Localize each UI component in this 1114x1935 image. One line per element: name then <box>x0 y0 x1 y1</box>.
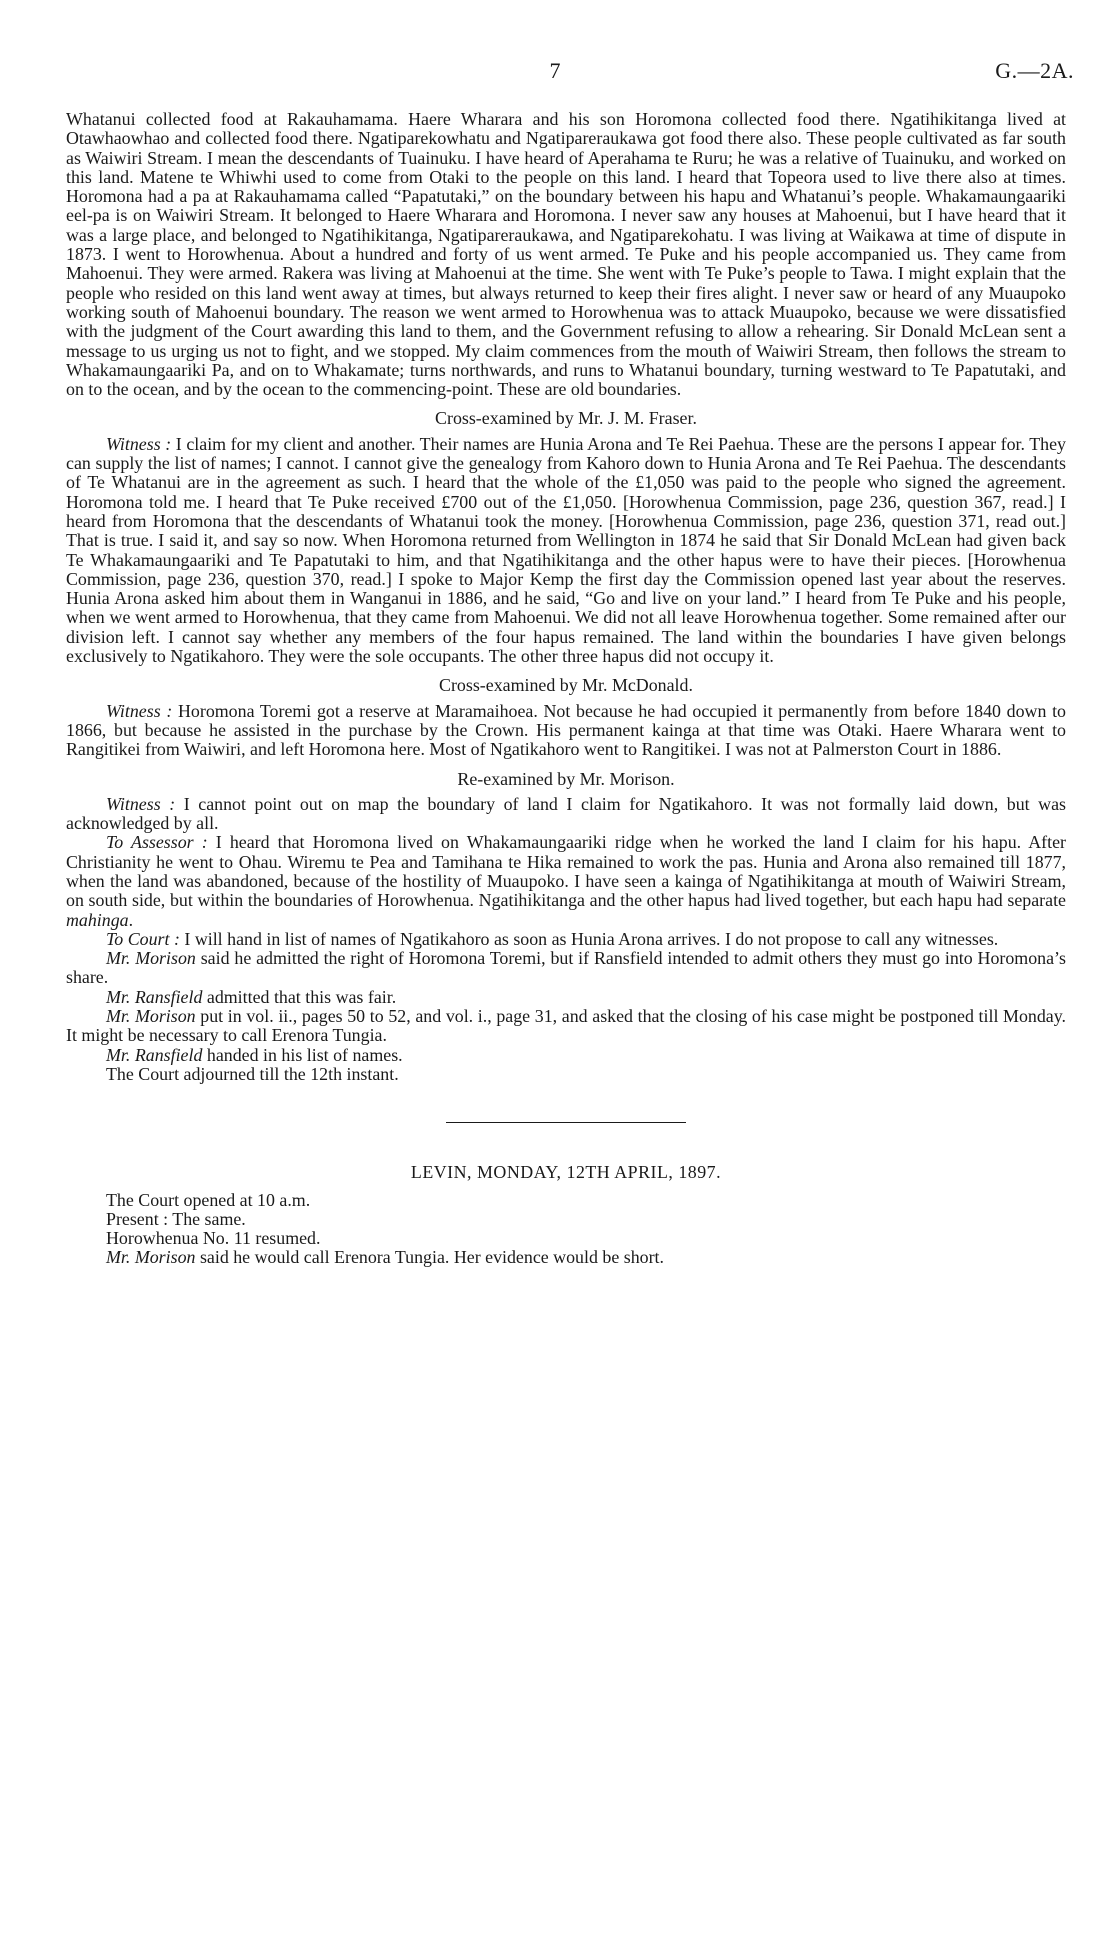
paragraph <box>66 702 1066 760</box>
session-line <box>106 1248 1066 1267</box>
paragraph-text: I heard that Horomona lived on Whakamaungaariki ridge when he worked the land I claim for his hapu. After Christianity he went to Ohau. Wiremu te Pea and Tamihana te Hika remained to work the pas. Hunia and Arona also remained till 1877, when the land was abandoned, because of the hostility of Muaupoko. I have seen a kainga of Ngatihikitanga at mouth of Waiwiri Stream, on south side, but within the boundaries of Horowhenua. Ngatihikitanga and the other hapus had lived together, but each hapu had separate <box>66 832 1066 911</box>
paragraph-text-end: . <box>128 909 134 930</box>
section-heading: Cross-examined by Mr. McDonald. <box>439 675 693 696</box>
speaker-label: Witness : <box>106 700 173 721</box>
paragraph <box>66 1046 1066 1065</box>
paragraph: The Court adjourned till the 12th instant. <box>106 1063 399 1084</box>
paragraph <box>66 435 1066 667</box>
paragraph-text: I claim for my client and another. Their names are Hunia Arona and Te Rei Paehua. These are the persons I appear for. They can supply the list of names; I cannot. I cannot give the genealogy from Kahoro down to Hunia Arona and Te Rei Paehua. The descendants of Te Whatanui are in the agreement as such. I heard that the whole of the £1,050 was paid to the people who signed the agreement. Horomona told me. I heard that Te Puke received £700 out of the £1,050. [Horowhenua Commission, page 236, question 367, read.] I heard from Horomona that the descendants of Whatanui took the money. [Horowhenua Commission, page 236, question 371, read out.] That is true. I said it, and say so now. When Horomona returned from Wellington in 1874 he said that Sir Donald McLean had given back Te Whakamaungaariki and Te Papatutaki to him, and that Ngatihikitanga and the other hapus were to have their pieces. [Horowhenua Commission, page 236, question 370, read.] I spoke to Major Kemp the first day the Commission opened last year about the reserves. Hunia Arona asked him about them in Wanganui in 1886, and he said, “Go and live on your land.” I heard from Te Puke and his people, when we went armed to Horowhenua, that they came from Mahoenui. We did not all leave Horowhenua together. Some remained after our division left. I cannot say whether any members of the four hapus remained. The land within the boundaries I have given belongs exclusively to Ngatikahoro. They were the sole occupants. The other three hapus did not occupy it. <box>66 433 1066 667</box>
paragraph <box>66 110 1066 399</box>
session-notes <box>66 1191 1066 1268</box>
paragraph-text: admitted that this was fair. <box>202 986 397 1007</box>
paragraph-text: put in vol. ii., pages 50 to 52, and vol. i., page 31, and asked that the closing of his case might be postponed till Monday. It might be necessary to call Erenora Tungia. <box>66 1006 1066 1046</box>
paragraph-text: I cannot point out on map the boundary of land I claim for Ngatikahoro. It was not formally laid down, but was acknowledged by all. <box>66 793 1066 834</box>
page-number: 7 <box>549 58 561 83</box>
document-reference: G.—2A. <box>995 58 1074 83</box>
paragraph-text: Horomona Toremi got a reserve at Maramaihoea. Not because he had occupied it permanently from before 1840 down to 1866, but because he assisted in the purchase by the Crown. His permanent kainga at that time was Otaki. Haere Wharara went to Rangitikei from Waiwiri, and left Horomona here. Most of Ngatikahoro went to Rangitikei. I was not at Palmerston Court in 1886. <box>66 700 1066 760</box>
section-heading: Cross-examined by Mr. J. M. Fraser. <box>435 408 697 429</box>
paragraph <box>66 1007 1066 1046</box>
speaker-label: Mr. Morison <box>106 1247 196 1268</box>
paragraph <box>66 988 1066 1007</box>
document-body <box>66 110 1066 1268</box>
session-line: The Court opened at 10 a.m. <box>106 1189 311 1210</box>
paragraph <box>66 930 1066 949</box>
paragraph-text: I will hand in list of names of Ngatikahoro as soon as Hunia Arona arrives. I do not propose to call any witnesses. <box>179 928 999 949</box>
speaker-label: Witness : <box>106 433 172 454</box>
paragraph <box>66 949 1066 988</box>
paragraph <box>66 833 1066 929</box>
paragraph-text: said he admitted the right of Horomona Toremi, but if Ransfield intended to admit others they must go into Horomona’s share. <box>66 948 1066 988</box>
session-date-heading: LEVIN, MONDAY, 12TH APRIL, 1897. <box>410 1162 722 1183</box>
paragraph-text: Whatanui collected food at Rakauhamama. Haere Wharara and his son Horomona collected food there. Ngatihikitanga lived at Otawhaowhao and collected food there. Ngatiparekowhatu and Ngatipareraukawa got food there also. These people cultivated as far south as Waiwiri Stream. I mean the descendants of Tuainuku. I have heard of Aperahama te Ruru; he was a relative of Tuainuku, and worked on this land. Matene te Whiwhi used to come from Otaki to the people on this land. I heard that Topeora used to live there also at times. Horomona had a pa at Rakauhamama called “Papatutaki,” on the boundary between his hapu and Whatanui’s people. Whakamaungaariki eel-pa is on Waiwiri Stream. It belonged to Haere Wharara and Horomona. I never saw any houses at Mahoenui, but I have heard that it was a large place, and belonged to Ngatihikitanga, Ngatipareraukawa, and Ngatiparekohatu. I was living at Waikawa at time of dispute in 1873. I went to Horowhenua. About a hundred and forty of us went armed. Te Puke and his people accompanied us. They came from Mahoenui. They were armed. Rakera was living at Mahoenui at the time. She went with Te Puke’s people to Tawa. I might explain that the people who resided on this land went away at times, but always returned to keep their fires alight. I never saw or heard of any Muaupoko working south of Mahoenui boundary. The reason we went armed to Horowhenua was to attack Muaupoko, because we were dissatisfied with the judgment of the Court awarding this land to them, and the Government refusing to allow a rehearing. Sir Donald McLean sent a message to us urging us not to fight, and we stopped. My claim commences from the mouth of Waiwiri Stream, then follows the stream to Whakamaungaariki Pa, and on to Whakamate; turns northwards, and runs to Whatanui boundary, turning westward to Te Papatutaki, and on to the ocean, and by the ocean to the commencing-point. These are old boundaries. <box>66 109 1066 400</box>
speaker-label: Mr. Ransfield <box>106 986 203 1007</box>
section-divider <box>446 1122 686 1123</box>
speaker-label: To Assessor : <box>106 832 208 853</box>
session-line-text: said he would call Erenora Tungia. Her evidence would be short. <box>195 1247 664 1268</box>
speaker-label: To Court : <box>106 928 180 949</box>
session-line: Horowhenua No. 11 resumed. <box>106 1228 321 1249</box>
italic-term: mahinga <box>66 909 129 930</box>
session-line: Present : The same. <box>106 1208 246 1229</box>
speaker-label: Mr. Morison <box>106 1006 196 1027</box>
section-heading: Re-examined by Mr. Morison. <box>457 768 675 789</box>
paragraph-text: handed in his list of names. <box>202 1044 403 1065</box>
speaker-label: Mr. Ransfield <box>106 1044 203 1065</box>
speaker-label: Witness : <box>106 793 176 814</box>
paragraph <box>66 795 1066 834</box>
speaker-label: Mr. Morison <box>106 948 196 969</box>
